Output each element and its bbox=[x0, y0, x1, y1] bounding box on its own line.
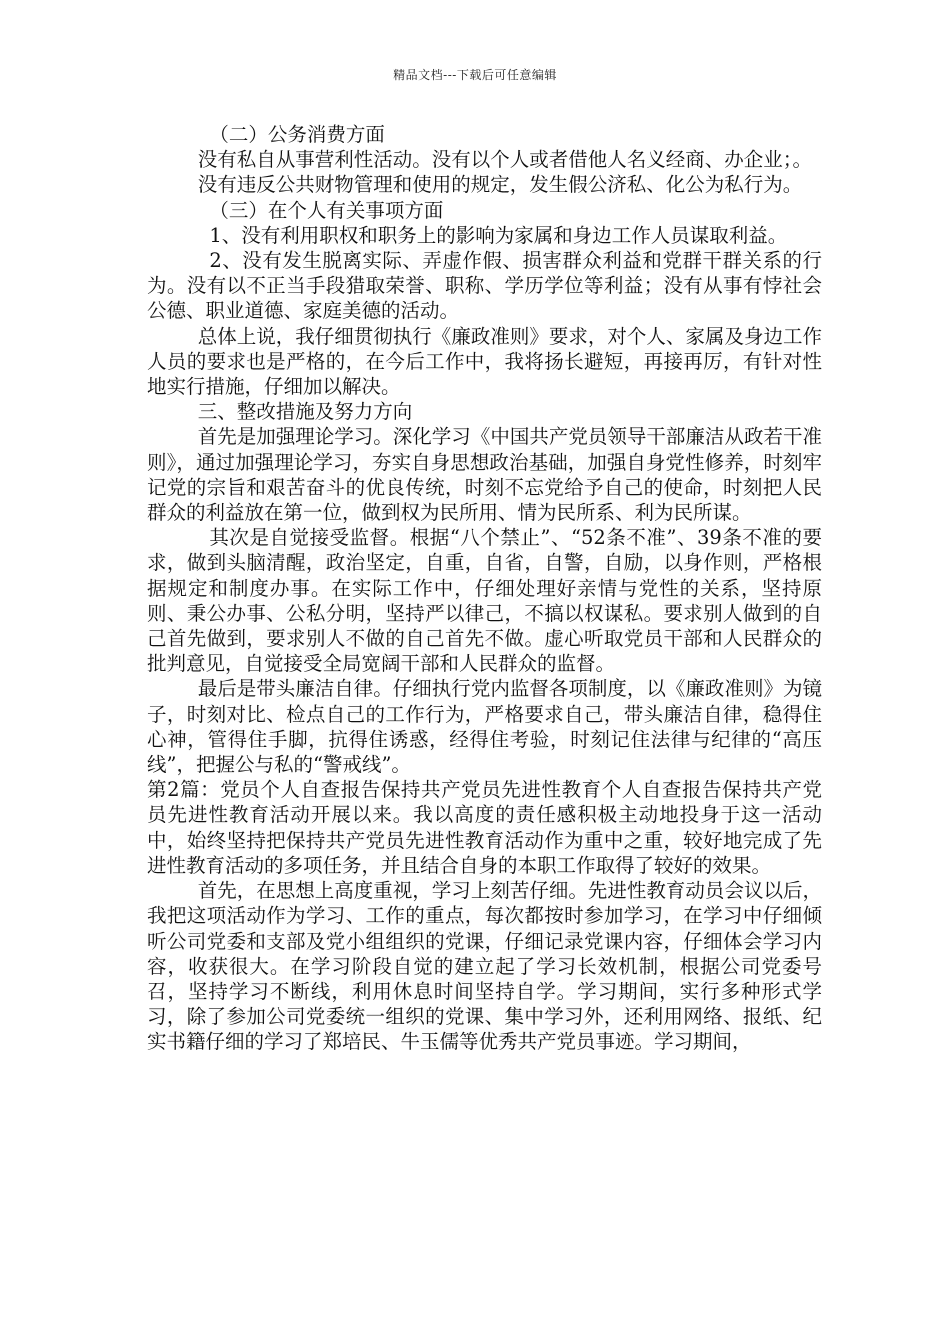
document-body bbox=[147, 122, 822, 1055]
paragraph: 没有私自从事营利性活动。没有以个人或者借他人名义经商、办企业；。 bbox=[197, 148, 812, 172]
paragraph: 2、没有发生脱离实际、弄虚作假、损害群众利益和党群干群关系的行为。没有以不正当手段猎取荣誉、职称、学历学位等利益；没有从事有悖社会公德、职业道德、家庭美德的活动。 bbox=[147, 249, 822, 323]
paragraph: 1、没有利用职权和职务上的影响为家属和身边工作人员谋取利益。 bbox=[209, 223, 788, 247]
paragraph: 总体上说，我仔细贯彻执行《廉政准则》要求，对个人、家属及身边工作人员的要求也是严格的，在今后工作中，我将扬长避短，再接再厉，有针对性地实行措施，仔细加以解决。 bbox=[147, 324, 822, 399]
paragraph: 首先是加强理论学习。深化学习《中国共产党员领导干部廉洁从政若干准则》，通过加强理论学习，夯实自身思想政治基础，加强自身党性修养，时刻牢记党的宗旨和艰苦奋斗的优良传统，时刻不忘党给予自己的使命，时刻把人民群众的利益放在第一位，做到权为民所用、情为民所系、利为民所谋。 bbox=[147, 425, 822, 525]
paragraph: 首先，在思想上高度重视，学习上刻苦仔细。先进性教育动员会议以后，我把这项活动作为学习、工作的重点，每次都按时参加学习，在学习中仔细倾听公司党委和支部及党小组组织的党课，仔细记录党课内容，仔细体会学习内容，收获很大。在学习阶段自觉的建立起了学习长效机制，根据公司党委号召，坚持学习不断线，利用休息时间坚持自学。学习期间，实行多种形式学习，除了参加公司党委统一组织的党课、集中学习外，还利用网络、报纸、纪实书籍仔细的学习了郑培民、牛玉儒等优秀共产党员事迹。学习期间， bbox=[147, 879, 822, 1054]
section-heading: （三）在个人有关事项方面 bbox=[209, 198, 444, 222]
section-heading: （二）公务消费方面 bbox=[209, 123, 385, 146]
section-heading: 三、整改措施及努力方向 bbox=[197, 400, 413, 424]
paragraph: 最后是带头廉洁自律。仔细执行党内监督各项制度，以《廉政准则》为镜子，时刻对比、检点自己的工作行为，严格要求自己，带头廉洁自律，稳得住心神，管得住手脚，抗得住诱惑，经得住考验，时刻记住法律与纪律的“高压线”，把握公与私的“警戒线”。 bbox=[147, 677, 822, 777]
page-header: 精品文档---下载后可任意编辑 bbox=[393, 68, 557, 82]
paragraph: 其次是自觉接受监督。根据“八个禁止”、“52条不准”、39条不准的要求，做到头脑清醒，政治坚定，自重，自省，自警，自励，以身作则，严格根据规定和制度办事。在实际工作中，仔细处理好亲情与党性的关系，坚持原则、秉公办事、公私分明，坚持严以律己，不搞以权谋私。要求别人做到的自己首先做到，要求别人不做的自己首先不做。虚心听取党员干部和人民群众的批判意见，自觉接受全局宽阔干部和人民群众的监督。 bbox=[147, 526, 822, 676]
paragraph: 第2篇：党员个人自查报告保持共产党员先进性教育个人自查报告保持共产党员先进性教育活动开展以来。我以高度的责任感积极主动地投身于这一活动中，始终坚持把保持共产党员先进性教育活动作为重中之重，较好地完成了先进性教育活动的多项任务，并且结合自身的本职工作取得了较好的效果。 bbox=[147, 778, 822, 877]
paragraph: 没有违反公共财物管理和使用的规定，发生假公济私、化公为私行为。 bbox=[197, 173, 803, 197]
